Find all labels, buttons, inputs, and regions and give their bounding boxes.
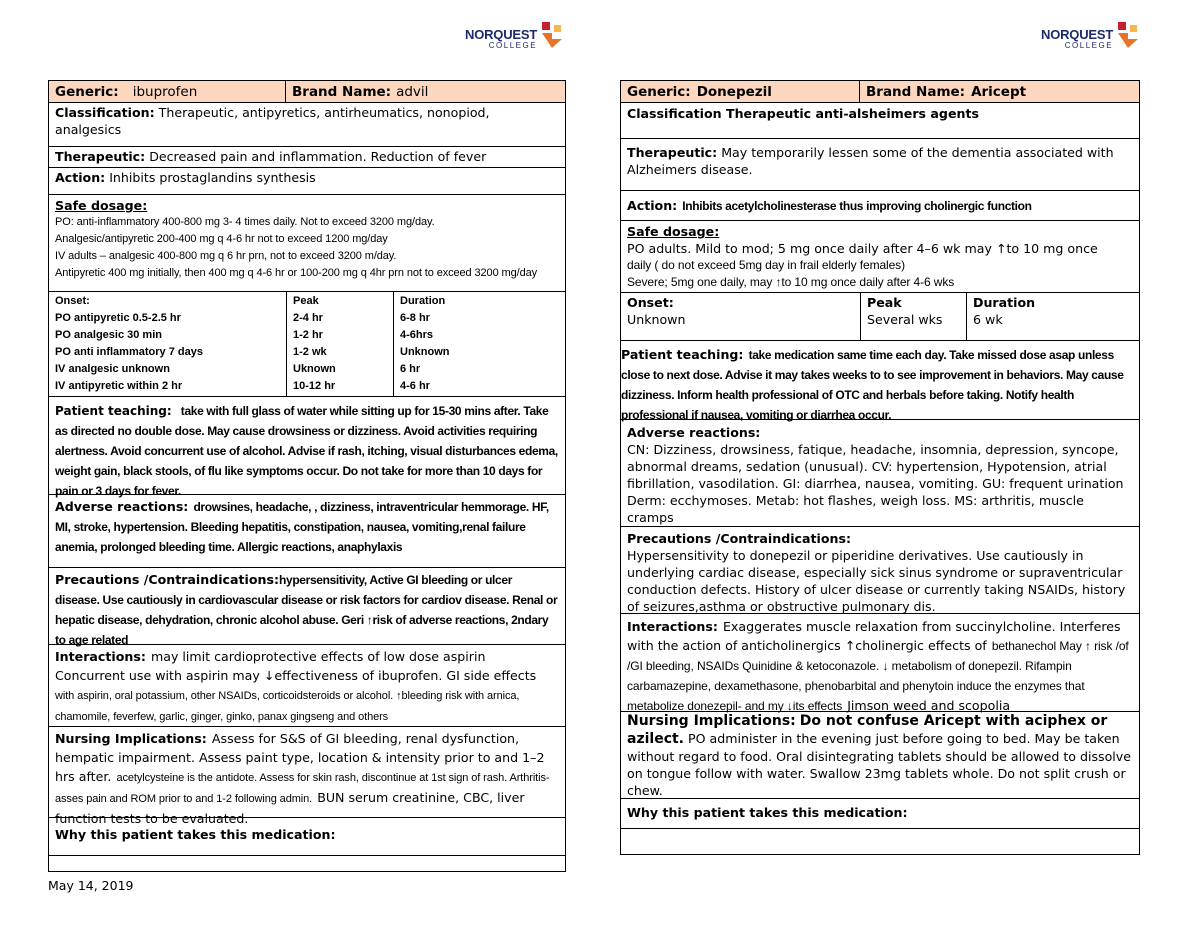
duration-cell: 4-6 hr: [400, 380, 430, 392]
therapeutic-section: [621, 139, 1139, 191]
nursing-bold-text: Do not confuse Aricept with aciphex or azilect.: [627, 713, 1108, 747]
precautions-section: [49, 568, 565, 645]
action-text: Inhibits acetylcholinesterase thus improving cholinergic function: [682, 199, 1032, 213]
why-label: Why this patient takes this medication:: [55, 827, 336, 842]
safe-dosage-label: Safe dosage:: [55, 198, 148, 213]
safe-dosage-section: [49, 195, 565, 292]
nursing-label: Nursing Implications:: [55, 731, 207, 746]
drug-header: [621, 81, 1139, 103]
brand-cell: [286, 81, 565, 102]
duration-column: [966, 293, 1139, 340]
safe-dosage-label: Safe dosage:: [627, 224, 720, 239]
brand-value: advil: [396, 83, 429, 100]
onset-column: [49, 292, 286, 396]
generic-cell: [621, 81, 860, 102]
peak-cell: 10-12 hr: [293, 380, 336, 392]
adverse-reactions-section: [49, 495, 565, 568]
safe-dosage-line: Antipyretic 400 mg initially, then 400 mg q 4-6 hr or 100-200 mg q 4hr prn not to exceed 3200 mg/day: [55, 267, 538, 279]
generic-label: Generic:: [55, 83, 119, 100]
action-section: [621, 191, 1139, 221]
adverse-text: CN: Dizziness, drowsiness, fatique, headache, insomnia, depression, syncope, abnormal dreams, sedation (unusual). CV: hypertension, Hypotension, atrial fibrillation, vasodilation. GI: diarrhea, nausea, vomiting. GU: frequent urination Derm: ecchymoses. Metab: hot flashes, weigh loss. MS: arthritis, muscle cramps: [627, 442, 1124, 525]
precautions-section: [621, 527, 1139, 614]
nursing-text: Assess for S&S of GI bleeding, renal dysfunction, hempatic impairment. Assess paint type, location & intensity prior to and 1–2 hrs after.: [55, 731, 545, 784]
donepezil-drug-card: [620, 80, 1140, 855]
safe-dosage-line: Severe; 5mg one daily, may ↑to 10 mg once daily after 4-6 wks: [627, 275, 955, 289]
logo-name: NORQUEST: [1041, 27, 1114, 42]
duration-cell: 6-8 hr: [400, 312, 430, 324]
why-section: [621, 799, 1139, 829]
patient-teaching-section: [49, 397, 565, 498]
logo-sub: COLLEGE: [1064, 41, 1114, 50]
peak-header: Peak: [867, 295, 902, 310]
norquest-emblem-icon: [540, 22, 564, 48]
therapeutic-label: Therapeutic:: [627, 145, 718, 160]
generic-label: Generic:: [627, 83, 691, 100]
norquest-logo-right: [1041, 28, 1140, 50]
classification-label: Classification:: [55, 105, 155, 120]
nursing-text: PO administer in the evening just before going to bed. May be taken without regard to food. Oral disintegrating tablets should be allowed to dissolve on tongue follow with water. Swallow 23mg tablets whole. Do not split crush or chew.: [627, 731, 1131, 798]
interactions-text: bethanechol May ↑ risk /of /GI bleeding, NSAIDs Quinidine & ketoconazole. ↓ metabolism of donepezil. Rifampin carbamazepine, dexamethasone, phenobarbital and phenytoin induce the enzymes that metabolize donezepil- and my ↓its effects: [627, 639, 1129, 713]
generic-value: Donepezil: [696, 83, 772, 100]
why-answer-row: [621, 829, 1139, 848]
classification-section: [49, 103, 565, 147]
adverse-reactions-section: [621, 420, 1139, 527]
peak-header: Peak: [293, 295, 319, 307]
duration-cell: 6 hr: [400, 363, 421, 375]
duration-column: [393, 292, 565, 396]
precautions-text: Hypersensitivity to donepezil or piperidine derivatives. Use cautiously in underlying cardiac disease, especially sick sinus syndrome or supraventricular conduction defects. History of ulcer disease or currently taking NSAIDs, history of seizures,asthma or obstructive pulmonary dis.: [627, 548, 1126, 614]
nursing-implications-section: [49, 727, 565, 826]
nursing-implications-section: [621, 712, 1139, 799]
classification-text: Classification Therapeutic anti-alsheimers agents: [627, 106, 979, 121]
classification-section: [621, 103, 1139, 139]
adverse-label: Adverse reactions:: [627, 425, 761, 440]
onset-cell: IV antipyretic within 2 hr: [55, 380, 183, 392]
safe-dosage-line: PO adults. Mild to mod; 5 mg once daily after 4–6 wk may ↑to 10 mg once: [627, 241, 1098, 256]
interactions-section: [621, 614, 1139, 712]
therapeutic-text: May temporarily lessen some of the dementia associated with Alzheimers disease.: [627, 145, 1114, 177]
onset-header: Onset:: [55, 295, 90, 307]
interactions-label: Interactions:: [627, 619, 718, 634]
logo-sub: COLLEGE: [488, 41, 538, 50]
norquest-emblem-icon: [1116, 22, 1140, 48]
interactions-text: Jimson weed and scopolia: [847, 698, 1011, 713]
peak-cell: Uknown: [293, 363, 336, 375]
patient-teaching-text: take with full glass of water while sitting up for 15-30 mins after. Take as directed no double dose. May cause drowsiness or dizziness. Avoid activities requiring alertness. Avoid concurrent use of alcohol. Advise if rash, itching, visual disturbances edema, weight gain, black stools, of flu like symptoms occur. Do not take for more than 10 days for pain or 3 days for fever.: [55, 404, 558, 498]
document-date: May 14, 2019: [48, 878, 134, 893]
action-section: [49, 168, 565, 195]
therapeutic-label: Therapeutic:: [55, 149, 146, 164]
precautions-text: hypersensitivity, Active GI bleeding or ulcer disease. Use cautiously in cardiovascular disease or risk factors for cardiov disease. Renal or hepatic disease, dehydration, chronic alcohol abuse. Geri ↑risk of adverse reactions, 2ndary to age related: [55, 573, 558, 647]
therapeutic-text: Decreased pain and inflammation. Reduction of fever: [149, 149, 487, 164]
duration-header: Duration: [973, 295, 1036, 310]
peak-column: [860, 293, 966, 340]
ibuprofen-drug-card: [48, 80, 566, 872]
brand-value: Aricept: [971, 83, 1027, 100]
onset-header: Onset:: [627, 295, 674, 310]
patient-teaching-text: take medication same time each day. Take missed dose asap unless close to next dose. Advise it may takes weeks to to see improvement in behaviors. May cause dizziness. Inform health professional of OTC and herbals before taking. Notify health professional if nausea, vomiting or diarrhea occur.: [621, 348, 1124, 422]
peak-cell: 1-2 wk: [293, 346, 327, 358]
onset-cell: IV analgesic unknown: [55, 363, 170, 375]
peak-column: [286, 292, 393, 396]
nursing-text: BUN serum creatinine, CBC, liver function tests to be evaluated.: [55, 790, 525, 826]
peak-cell: 1-2 hr: [293, 329, 323, 341]
peak-value: Several wks: [867, 312, 943, 327]
onset-column: [621, 293, 860, 340]
adverse-label: Adverse reactions:: [55, 499, 189, 514]
action-label: Action:: [55, 170, 106, 185]
why-section: [49, 818, 565, 856]
generic-cell: [49, 81, 286, 102]
onset-table: [621, 293, 1139, 341]
interactions-text: may limit cardioprotective effects of low dose aspirin Concurrent use with aspirin may ↓effectiveness of ibuprofen. GI side effects: [55, 649, 537, 683]
nursing-text: acetylcysteine is the antidote. Assess for skin rash, discontinue at 1st sign of rash. Arthritis- asses pain and ROM prior to and 1-2 following admin.: [55, 772, 550, 805]
action-label: Action:: [627, 198, 678, 213]
interactions-text: with aspirin, oral potassium, other NSAIDs, corticoidsteroids or alcohol. ↑bleeding risk with arnica, chamomile, feverfew, garlic, ginger, ginko, panax gingseng and others: [55, 690, 520, 723]
drug-header: [49, 81, 565, 103]
duration-cell: Unknown: [400, 346, 450, 358]
norquest-logo-left: [465, 28, 564, 50]
onset-value: Unknown: [627, 312, 686, 327]
onset-cell: PO anti inflammatory 7 days: [55, 346, 203, 358]
duration-cell: 4-6hrs: [400, 329, 434, 341]
patient-teaching-label: Patient teaching:: [621, 347, 744, 362]
interactions-section: [49, 645, 565, 727]
why-label: Why this patient takes this medication:: [627, 805, 908, 820]
safe-dosage-line: daily ( do not exceed 5mg day in frail elderly females): [627, 258, 905, 272]
onset-cell: PO antipyretic 0.5-2.5 hr: [55, 312, 181, 324]
brand-label: Brand Name:: [866, 83, 966, 100]
precautions-label: Precautions /Contraindications:: [55, 572, 280, 587]
safe-dosage-line: PO: anti-inflammatory 400-800 mg 3- 4 times daily. Not to exceed 3200 mg/day.: [55, 216, 435, 228]
therapeutic-section: [49, 147, 565, 168]
safe-dosage-line: Analgesic/antipyretic 200-400 mg q 4-6 hr not to exceed 1200 mg/day: [55, 233, 388, 245]
duration-value: 6 wk: [973, 312, 1003, 327]
why-answer-row: [49, 856, 565, 866]
interactions-label: Interactions:: [55, 649, 146, 664]
onset-table: [49, 292, 565, 397]
generic-value: ibuprofen: [132, 83, 198, 100]
peak-cell: 2-4 hr: [293, 312, 323, 324]
safe-dosage-line: IV adults – analgesic 400-800 mg q 6 hr prn, not to exceed 3200 m/day.: [55, 250, 397, 262]
safe-dosage-section: [621, 221, 1139, 293]
action-text: Inhibits prostaglandins synthesis: [109, 170, 316, 185]
brand-cell: [860, 81, 1139, 102]
precautions-label: Precautions /Contraindications:: [627, 531, 852, 546]
interactions-text: Exaggerates muscle relaxation from succinylcholine. Interferes with the action of anticholinergics ↑cholinergic effects of: [627, 619, 1121, 653]
adverse-text: drowsines, headache, , dizziness, intraventricular hemmorage. HF, MI, stroke, hypertension. Bleeding hepatitis, constipation, nausea, vomiting,renal failure anemia, prolonged bleeding time. Allergic reactions, anaphylaxis: [55, 500, 549, 554]
classification-text: Therapeutic, antipyretics, antirheumatics, nonopiod, analgesics: [55, 105, 490, 137]
onset-cell: PO analgesic 30 min: [55, 329, 162, 341]
patient-teaching-section: [621, 341, 1139, 420]
patient-teaching-label: Patient teaching:: [55, 404, 172, 418]
logo-name: NORQUEST: [465, 27, 538, 42]
duration-header: Duration: [400, 295, 446, 307]
brand-label: Brand Name:: [292, 83, 392, 100]
nursing-label: Nursing Implications:: [627, 713, 796, 729]
